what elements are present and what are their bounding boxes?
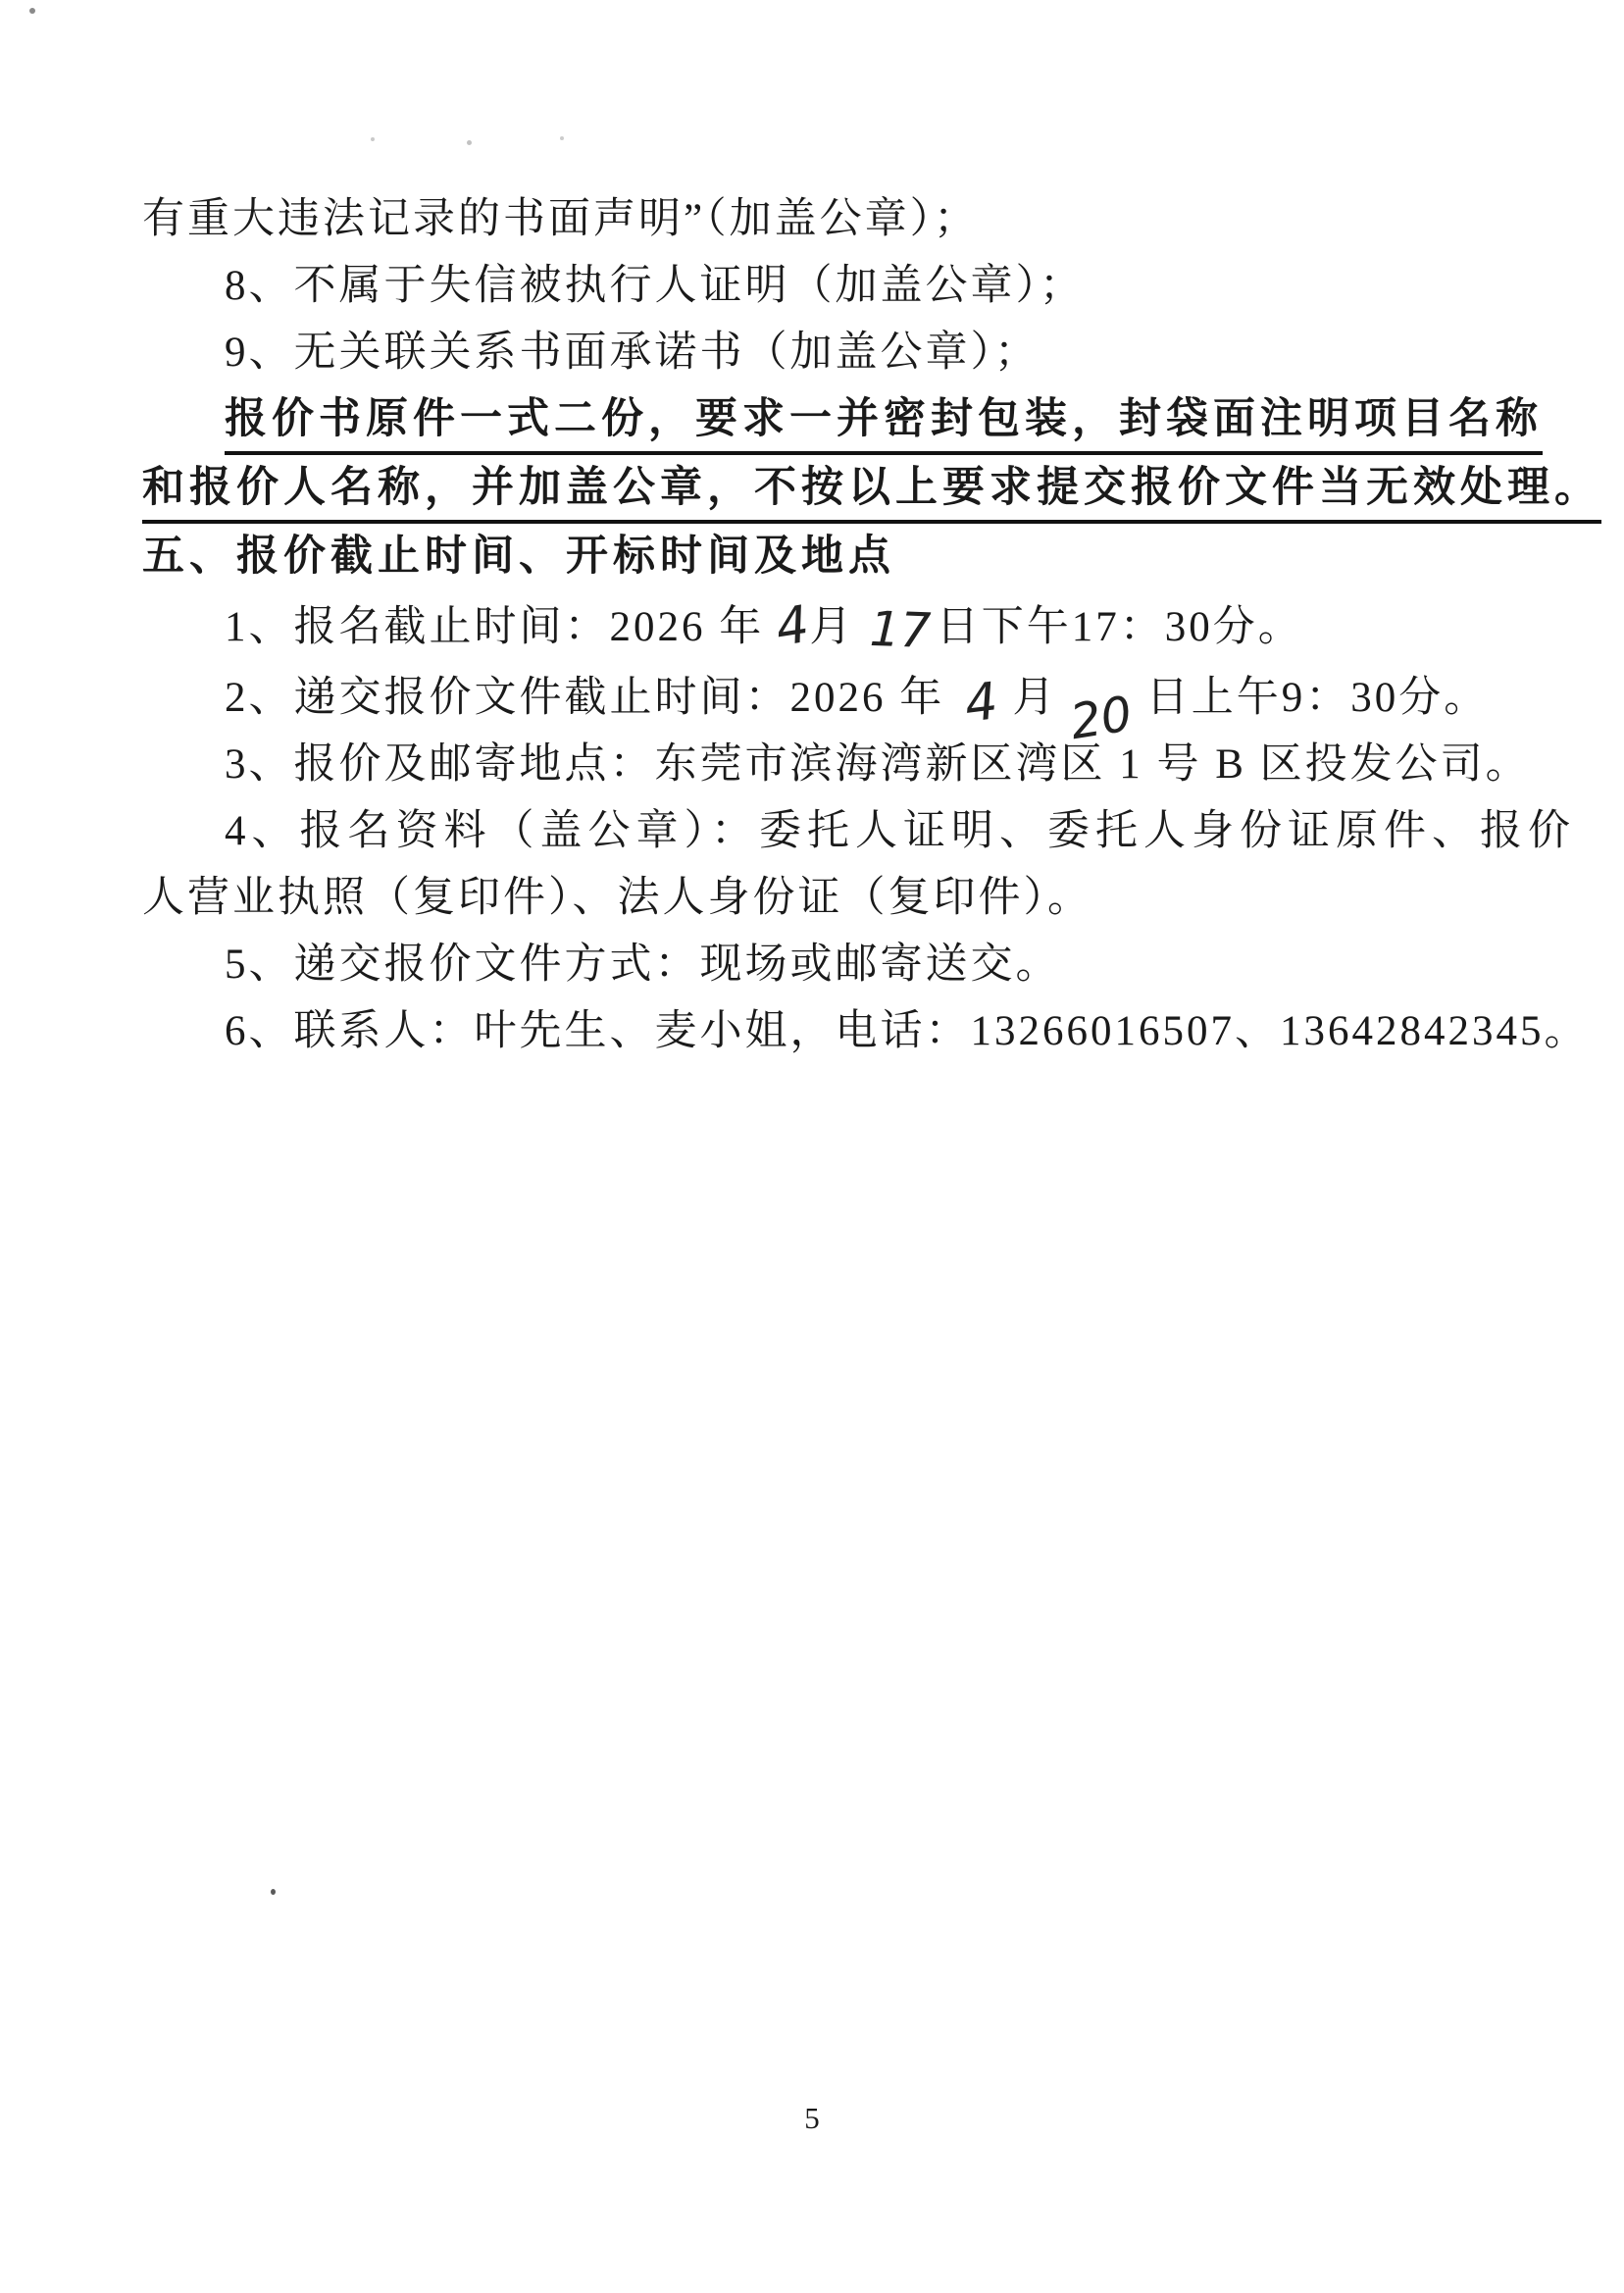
page-number: 5: [804, 2101, 820, 2135]
handwritten-day-value: 17: [869, 600, 933, 660]
scan-speck: [371, 137, 375, 141]
scan-speck: [467, 140, 472, 145]
scan-speck: [560, 136, 564, 140]
handwritten-month-value: 4: [772, 594, 814, 659]
printed-text: 月: [1012, 675, 1058, 721]
list-item-4-materials-line-1: 4、报名资料（盖公章）：委托人证明、委托人身份证原件、报价: [225, 808, 1576, 854]
underlined-bold-text: 和报价人名称，并加盖公章，不按以上要求提交报价文件当无效处理。: [142, 460, 1601, 524]
deadline-submission-line: [142, 661, 1496, 751]
section-5-heading: 五、报价截止时间、开标时间及地点: [142, 534, 895, 580]
list-item-3-address: 3、报价及邮寄地点：东莞市滨海湾新区湾区 1 号 B 区投发公司。: [225, 741, 1531, 788]
scan-speck: [271, 1889, 276, 1895]
list-item-5-method: 5、递交报价文件方式：现场或邮寄送交。: [225, 942, 1061, 988]
list-item-9: 9、无关联关系书面承诺书（加盖公章）；: [225, 330, 1040, 376]
handwritten-month-value: 4: [961, 672, 1001, 735]
printed-text: 月: [809, 604, 855, 650]
handwritten-day-value: 20: [1066, 686, 1137, 751]
deadline-registration-line: [142, 590, 1496, 661]
list-item-8: 8、不属于失信被执行人证明（加盖公章）；: [225, 263, 1085, 309]
printed-text: 2、递交报价文件截止时间：2026 年: [225, 675, 945, 721]
scan-speck: [29, 8, 35, 14]
list-item-4-materials-line-2: 人营业执照（复印件）、法人身份证（复印件）。: [142, 875, 1092, 921]
document-body: [142, 186, 1601, 1065]
printed-text: 1、报名截止时间：2026 年: [225, 604, 765, 650]
paragraph-continuation-line: 有重大违法记录的书面声明”（加盖公章）；: [142, 196, 980, 242]
seal-notice-line-2: [142, 455, 1601, 524]
underlined-bold-text: 报价书原件一式二份，要求一并密封包装，封袋面注明项目名称: [225, 391, 1543, 455]
printed-text: 日下午17：30分。: [936, 604, 1303, 650]
seal-notice-line-1: [142, 386, 1543, 455]
list-item-6-contacts: 6、联系人：叶先生、麦小姐，电话：13266016507、13642842345。: [225, 1008, 1590, 1054]
printed-text: 日上午9：30分。: [1145, 675, 1490, 721]
